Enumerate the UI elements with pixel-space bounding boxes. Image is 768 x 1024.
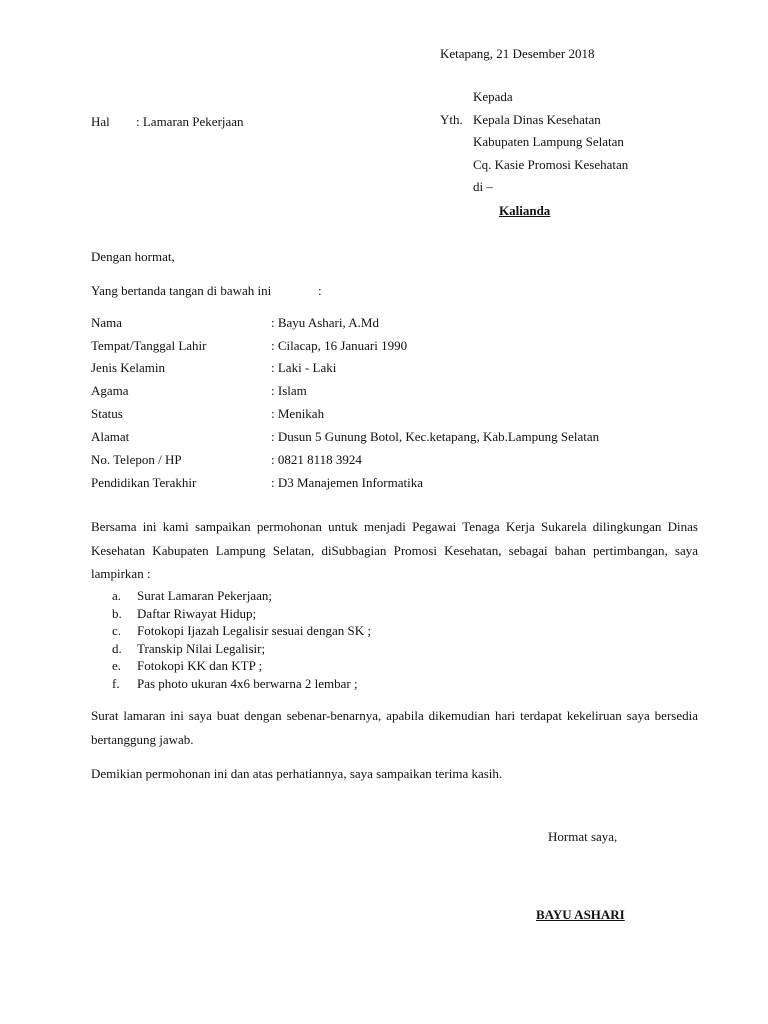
list-text: Surat Lamaran Pekerjaan; (137, 588, 272, 603)
field-row (91, 315, 691, 331)
field-row (91, 452, 691, 468)
field-value: : Bayu Ashari, A.Md (271, 315, 379, 330)
field-value: : Menikah (271, 406, 325, 421)
field-value: : Islam (271, 383, 307, 398)
field-label: Pendidikan Terakhir (91, 475, 197, 490)
field-row (91, 383, 691, 399)
intro-colon: : (318, 283, 322, 298)
field-row (91, 406, 691, 422)
field-label: Jenis Kelamin (91, 360, 166, 375)
field-row (91, 338, 691, 354)
request-paragraph: Bersama ini kami sampaikan permohonan untuk menjadi Pegawai Tenaga Kerja Sukarela dilingkungan Dinas Kesehatan Kabupaten Lampung Selatan, diSubbagian Promosi Kesehatan, sebagai bahan pertimbangan, saya lampirkan : (91, 519, 698, 581)
list-text: Pas photo ukuran 4x6 berwarna 2 lembar ; (137, 675, 358, 691)
field-value: : Dusun 5 Gunung Botol, Kec.ketapang, Kab.Lampung Selatan (271, 429, 600, 444)
field-label: Tempat/Tanggal Lahir (91, 338, 207, 353)
list-text: Fotokopi KK dan KTP ; (137, 658, 263, 673)
field-row (91, 475, 691, 491)
list-marker: c. (112, 623, 122, 638)
signer-name: BAYU ASHARI (536, 907, 625, 922)
field-value: : Laki - Laki (271, 360, 337, 375)
recipient-city: Kalianda (499, 203, 551, 218)
list-text: Transkip Nilai Legalisir; (137, 640, 266, 656)
list-marker: f. (112, 675, 120, 691)
recipient-line-4: di – (473, 179, 493, 194)
salutation: Hormat saya, (548, 829, 618, 844)
field-value: : 0821 8118 3924 (271, 452, 362, 467)
greeting: Dengan hormat, (91, 249, 175, 264)
field-label: Nama (91, 315, 123, 330)
list-text: Daftar Riwayat Hidup; (137, 605, 257, 621)
list-text: Fotokopi Ijazah Legalisir sesuai dengan SK ; (137, 623, 371, 638)
field-label: Alamat (91, 429, 130, 444)
list-marker: d. (112, 640, 122, 656)
field-label: Agama (91, 383, 129, 398)
list-marker: e. (112, 658, 122, 673)
recipient-line-2: Kabupaten Lampung Selatan (473, 134, 624, 149)
statement-paragraph: Surat lamaran ini saya buat dengan sebenar-benarnya, apabila dikemudian hari terdapat kekeliruan saya bersedia bertanggung jawab. (91, 708, 698, 747)
recipient-yth: Yth. (440, 112, 463, 127)
subject-value: : Lamaran Pekerjaan (136, 114, 244, 129)
recipient-line-1: Kepala Dinas Kesehatan (473, 112, 601, 127)
field-row (91, 429, 691, 445)
field-label: Status (91, 406, 123, 421)
recipient-kepada: Kepada (473, 89, 513, 104)
list-marker: b. (112, 605, 122, 621)
subject-label: Hal (91, 114, 110, 129)
field-value: : D3 Manajemen Informatika (271, 475, 423, 490)
list-marker: a. (112, 588, 122, 603)
recipient-line-3: Cq. Kasie Promosi Kesehatan (473, 157, 629, 172)
intro-text: Yang bertanda tangan di bawah ini (91, 283, 272, 298)
field-row (91, 360, 691, 376)
field-value: : Cilacap, 16 Januari 1990 (271, 338, 408, 353)
place-date: Ketapang, 21 Desember 2018 (440, 46, 595, 61)
field-label: No. Telepon / HP (91, 452, 182, 467)
closing-paragraph: Demikian permohonan ini dan atas perhatiannya, saya sampaikan terima kasih. (91, 766, 503, 781)
